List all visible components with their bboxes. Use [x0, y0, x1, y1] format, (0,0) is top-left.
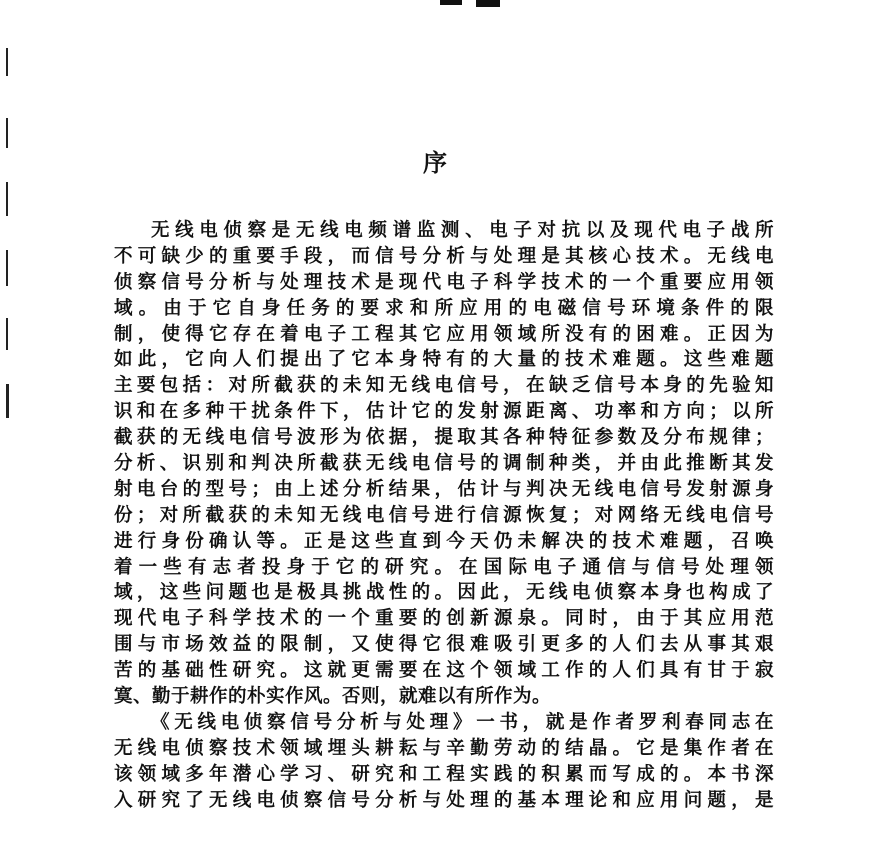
text-line: 不可缺少的重要手段，而信号分析与处理是其核心技术。无线电 — [114, 245, 774, 267]
text-line: 进行身份确认等。正是这些直到今天仍未解决的技术难题，召唤 — [114, 530, 774, 552]
text-line: 无线电侦察技术领域埋头耕耘与辛勤劳动的结晶。它是集作者在 — [114, 737, 774, 759]
text-line: 侦察信号分析与处理技术是现代电子科学技术的一个重要应用领 — [114, 271, 774, 293]
text-line: 域。由于它自身任务的要求和所应用的电磁信号环境条件的限 — [114, 297, 774, 319]
text-line: 射电台的型号；由上述分析结果，估计与判决无线电信号发射源身 — [114, 478, 774, 500]
text-line: 入研究了无线电侦察信号分析与处理的基本理论和应用问题，是 — [114, 789, 774, 811]
text-line: 识和在多种干扰条件下，估计它的发射源距离、功率和方向；以所 — [114, 401, 774, 423]
text-line: 寞、勤于耕作的朴实作风。否则，就难以有所作为。 — [114, 686, 552, 708]
body-text — [114, 218, 774, 813]
binding-mark — [6, 182, 8, 216]
binding-mark — [6, 250, 8, 286]
text-line: 截获的无线电信号波形为依据，提取其各种特征参数及分布规律； — [114, 427, 774, 449]
text-line: 着一些有志者投身于它的研究。在国际电子通信与信号处理领 — [114, 556, 774, 578]
text-line: 分析、识别和判决所截获无线电信号的调制种类，并由此推断其发 — [114, 453, 774, 475]
paragraph-2 — [114, 710, 774, 814]
binding-mark — [6, 318, 8, 350]
text-line: 域，这些问题也是极具挑战性的。因此，无线电侦察本身也构成了 — [114, 582, 774, 604]
paragraph-1 — [114, 218, 774, 710]
cropped-glyph — [440, 0, 462, 5]
text-line: 制，使得它存在着电子工程其它应用领域所没有的困难。正因为 — [114, 323, 774, 345]
text-line: 无线电侦察是无线电频谱监测、电子对抗以及现代电子战所 — [151, 220, 774, 241]
text-line: 如此，它向人们提出了它本身特有的大量的技术难题。这些难题 — [114, 349, 774, 371]
text-line: 主要包括：对所截获的未知无线电信号，在缺乏信号本身的先验知 — [114, 375, 774, 397]
text-line: 现代电子科学技术的一个重要的创新源泉。同时，由于其应用范 — [114, 608, 774, 630]
binding-mark — [6, 48, 8, 76]
binding-mark — [6, 384, 9, 418]
cropped-glyph — [476, 0, 500, 7]
text-line: 《无线电侦察信号分析与处理》一书，就是作者罗利春同志在 — [151, 711, 774, 733]
text-line: 份；对所截获的未知无线电信号进行信源恢复；对网络无线电信号 — [114, 504, 774, 526]
binding-mark — [6, 118, 8, 148]
text-line: 该领域多年潜心学习、研究和工程实践的积累而写成的。本书深 — [114, 763, 774, 785]
top-cropped-heading-fragment — [440, 0, 510, 8]
page-title: 序 — [423, 149, 447, 177]
text-line: 围与市场效益的限制，又使得它很难吸引更多的人们去从事其艰 — [114, 634, 774, 656]
text-line: 苦的基础性研究。这就更需要在这个领域工作的人们具有甘于寂 — [114, 660, 774, 682]
